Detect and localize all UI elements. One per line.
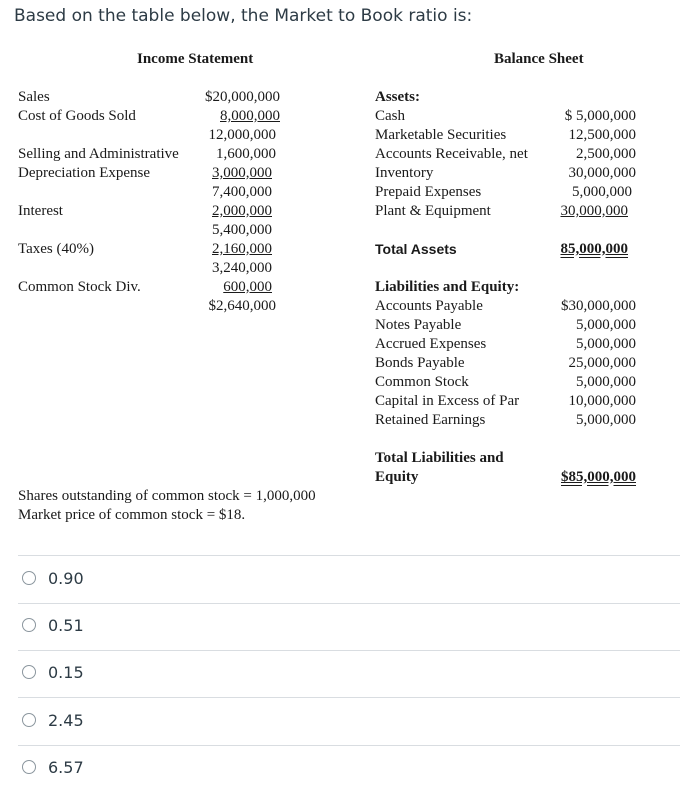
asset-label: Inventory: [375, 165, 434, 181]
label-taxes: Taxes (40%): [18, 241, 95, 257]
value-interest: 2,000,000: [212, 203, 272, 219]
divider: [18, 650, 680, 651]
value-cogs: 8,000,000: [220, 108, 280, 124]
value-taxes: 2,160,000: [212, 241, 272, 257]
value-dividends: 600,000: [223, 279, 272, 295]
answer-label: 0.90: [48, 568, 84, 588]
income-statement-title: Income Statement: [137, 51, 254, 67]
value-ebt: 5,400,000: [212, 222, 272, 238]
assets-header: Assets:: [375, 89, 420, 105]
liability-value: 25,000,000: [568, 355, 636, 371]
asset-label: Cash: [375, 108, 405, 124]
value-sga: 1,600,000: [216, 146, 276, 162]
answer-option[interactable]: [22, 614, 84, 636]
liability-label: Accounts Payable: [375, 298, 483, 314]
answer-option[interactable]: [22, 661, 84, 683]
shares-note: Shares outstanding of common stock = 1,000,000: [18, 488, 316, 504]
label-sales: Sales: [18, 89, 50, 105]
liability-label: Retained Earnings: [375, 412, 486, 428]
radio-icon[interactable]: [22, 760, 36, 774]
value-depreciation: 3,000,000: [212, 165, 272, 181]
value-retained: $2,640,000: [208, 298, 276, 314]
asset-value: 30,000,000: [560, 203, 628, 219]
answer-label: 2.45: [48, 710, 84, 730]
value-ebit: 7,400,000: [212, 184, 272, 200]
liability-label: Accrued Expenses: [375, 336, 487, 352]
value-gross-profit: 12,000,000: [208, 127, 276, 143]
label-interest: Interest: [18, 203, 63, 219]
liability-label: Common Stock: [375, 374, 469, 390]
divider: [18, 603, 680, 604]
total-assets-label: Total Assets: [375, 241, 457, 257]
liability-value: $30,000,000: [561, 298, 636, 314]
asset-label: Prepaid Expenses: [375, 184, 482, 200]
divider: [18, 555, 680, 556]
liability-value: 5,000,000: [576, 317, 636, 333]
price-note: Market price of common stock = $18.: [18, 507, 246, 523]
answer-option[interactable]: [22, 567, 84, 589]
total-assets-value: 85,000,000: [560, 241, 628, 257]
asset-value: 5,000,000: [572, 184, 632, 200]
radio-icon[interactable]: [22, 571, 36, 585]
asset-value: 12,500,000: [568, 127, 636, 143]
divider: [18, 745, 680, 746]
radio-icon[interactable]: [22, 665, 36, 679]
asset-label: Plant & Equipment: [375, 203, 491, 219]
total-le-label: Total Liabilities and: [375, 450, 504, 466]
total-le-value: $85,000,000: [561, 469, 636, 485]
label-cogs: Cost of Goods Sold: [18, 108, 136, 124]
asset-label: Accounts Receivable, net: [375, 146, 528, 162]
radio-icon[interactable]: [22, 713, 36, 727]
liability-label: Bonds Payable: [375, 355, 465, 371]
answer-label: 6.57: [48, 757, 84, 777]
label-sga: Selling and Administrative: [18, 146, 179, 162]
answer-label: 0.51: [48, 615, 84, 635]
asset-value: 30,000,000: [568, 165, 636, 181]
liability-value: 10,000,000: [568, 393, 636, 409]
divider: [18, 697, 680, 698]
liability-label: Capital in Excess of Par: [375, 393, 520, 409]
value-sales: $20,000,000: [205, 89, 280, 105]
balance-sheet-title: Balance Sheet: [494, 51, 584, 67]
asset-value: 2,500,000: [576, 146, 636, 162]
question-text: Based on the table below, the Market to Book ratio is:: [14, 6, 473, 26]
answer-option[interactable]: [22, 709, 84, 731]
answer-label: 0.15: [48, 662, 84, 682]
answer-option[interactable]: [22, 756, 84, 778]
asset-label: Marketable Securities: [375, 127, 507, 143]
label-depreciation: Depreciation Expense: [18, 165, 151, 181]
value-net-income: 3,240,000: [212, 260, 272, 276]
total-le-label-2: Equity: [375, 469, 419, 485]
asset-value: $ 5,000,000: [564, 108, 636, 124]
liabilities-header: Liabilities and Equity:: [375, 279, 520, 295]
liability-value: 5,000,000: [576, 412, 636, 428]
radio-icon[interactable]: [22, 618, 36, 632]
label-dividends: Common Stock Div.: [18, 279, 141, 295]
liability-label: Notes Payable: [375, 317, 462, 333]
liability-value: 5,000,000: [576, 374, 636, 390]
liability-value: 5,000,000: [576, 336, 636, 352]
